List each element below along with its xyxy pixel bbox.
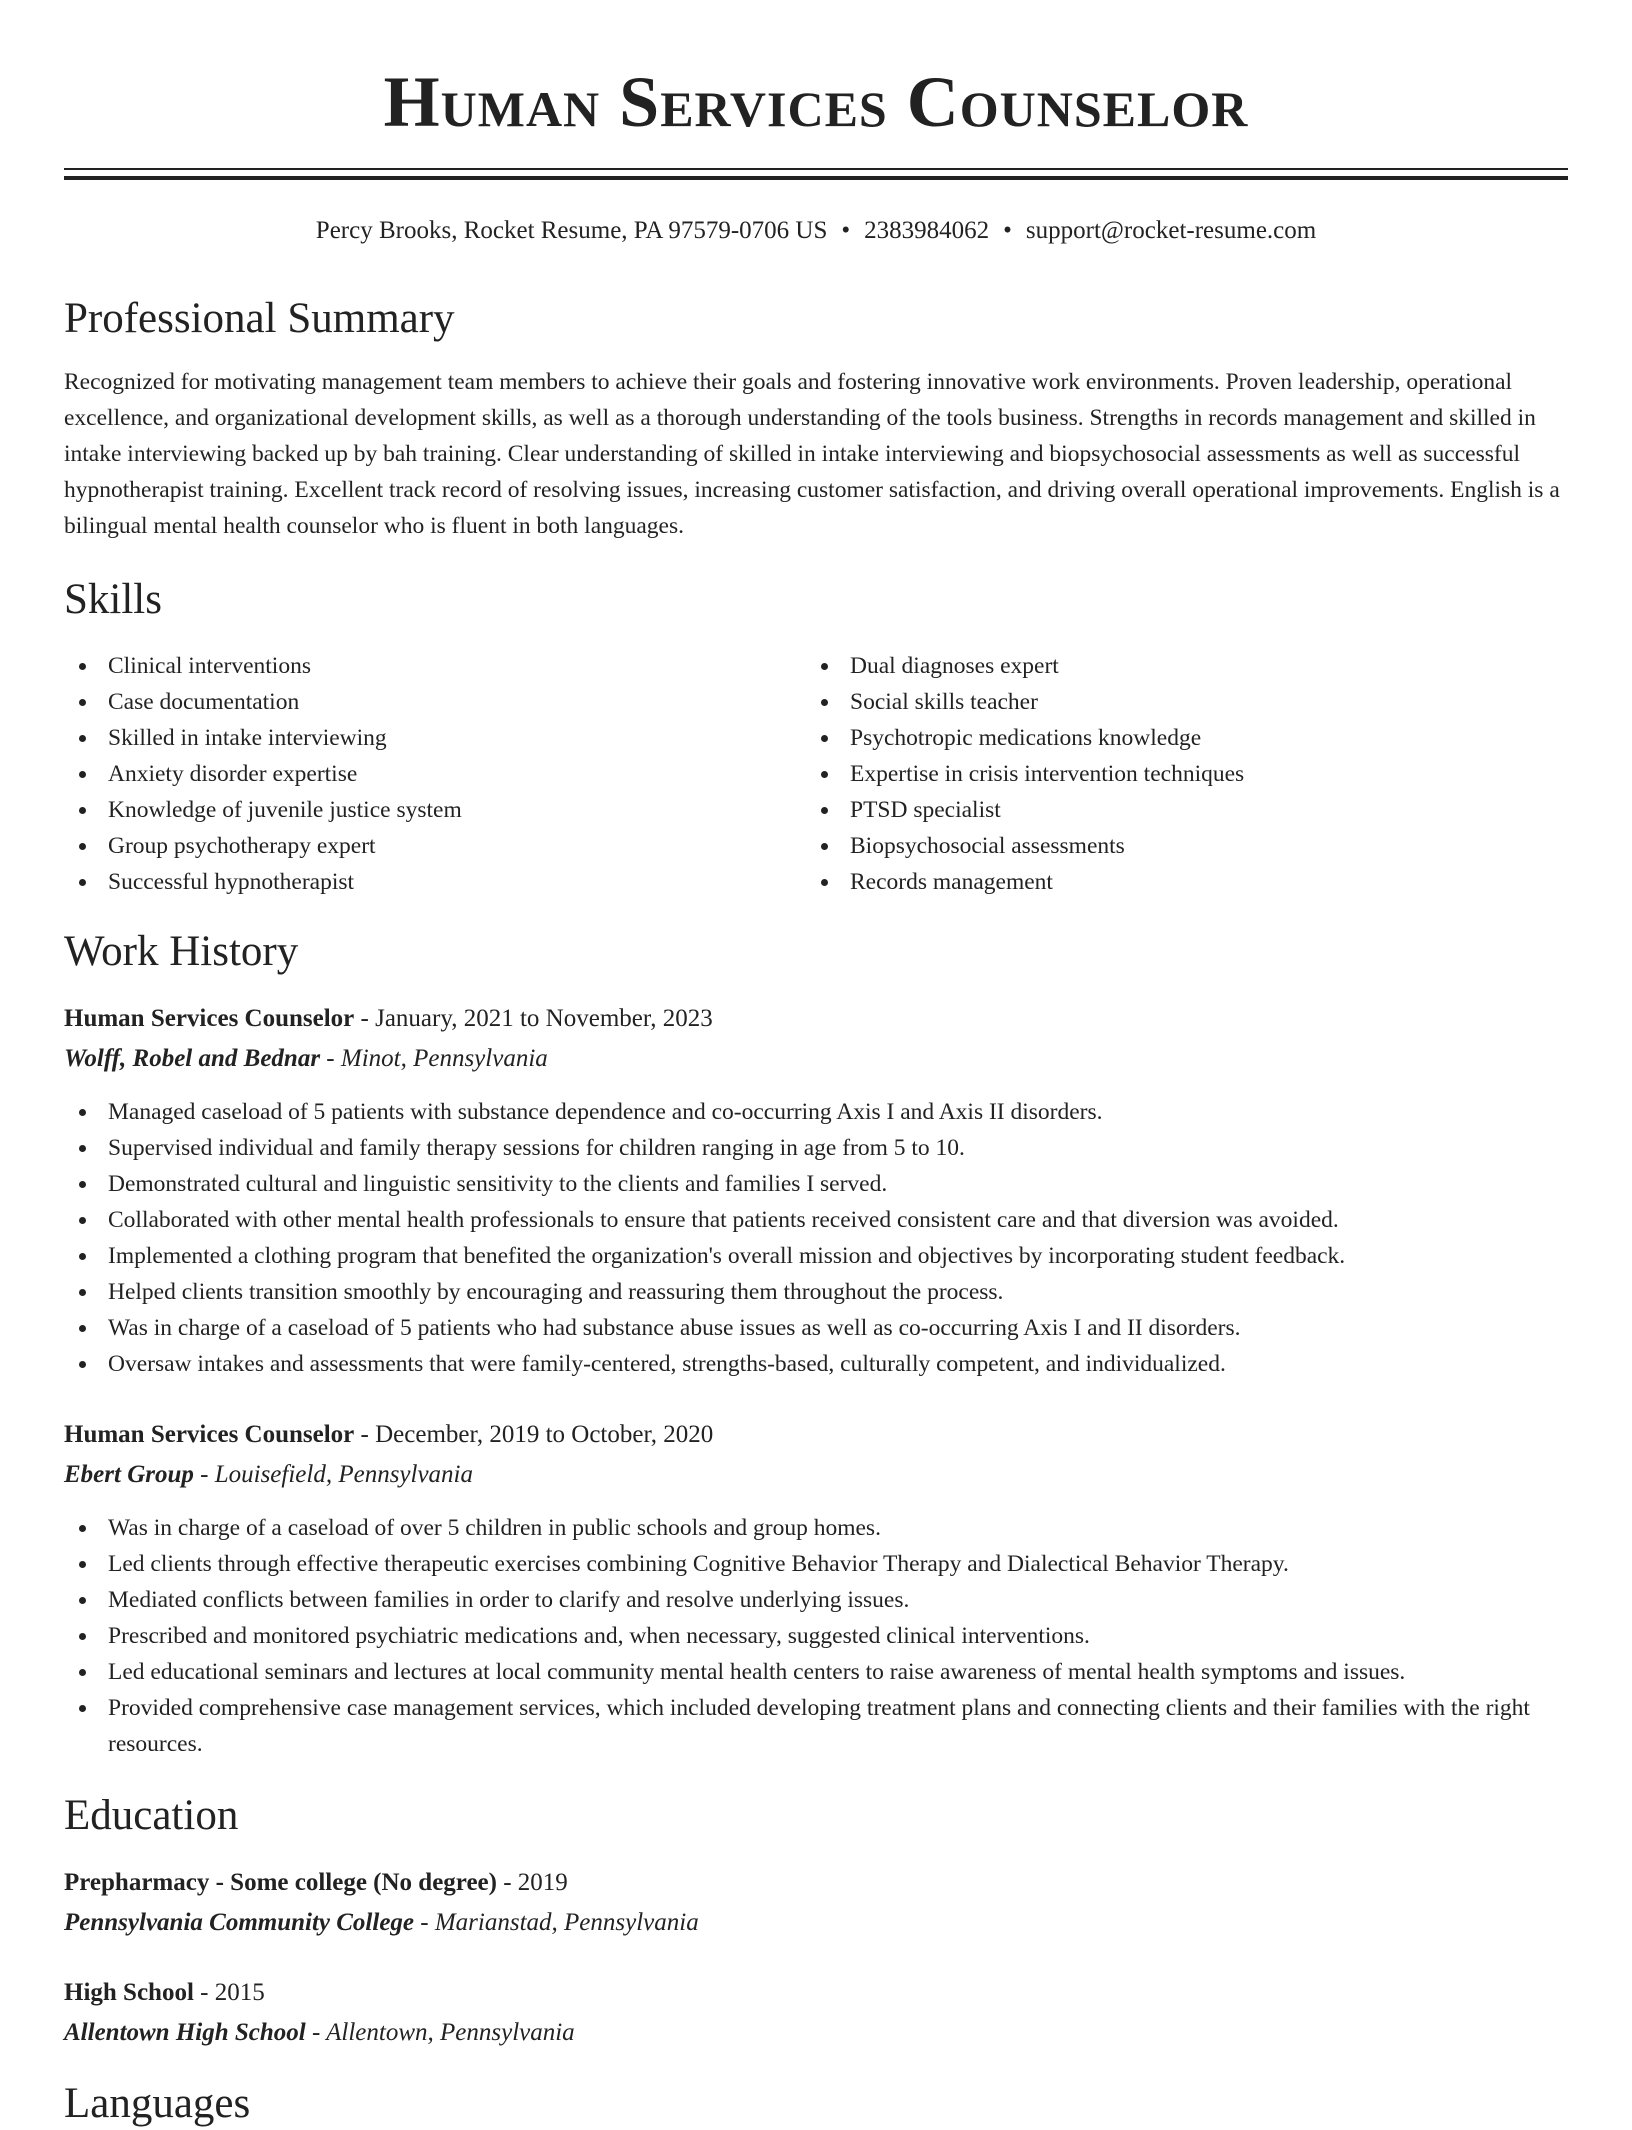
skill-item: Clinical interventions [64,648,784,684]
education-degree-line [64,1976,1568,2010]
education-school: Allentown High School [64,2019,306,2046]
contact-email[interactable]: support@rocket-resume.com [1025,217,1317,244]
title-divider-thin [64,168,1568,170]
job-title-line [64,1002,1568,1036]
job-duty: Provided comprehensive case management services, which included developing treatment plans and connecting clients and their families with the right resources. [64,1690,1568,1762]
summary-heading: Professional Summary [64,295,455,342]
job-duty: Implemented a clothing program that benefited the organization's overall mission and objectives by incorporating student feedback. [64,1238,1568,1274]
employer-location: - Louisefield, Pennsylvania [193,1461,474,1488]
job-title-line [64,1418,1568,1452]
education-location: - Marianstad, Pennsylvania [414,1909,699,1936]
education-school-line [64,2016,1568,2050]
skill-item: Case documentation [64,684,784,720]
employer-name: Ebert Group [64,1461,194,1488]
skill-item: Knowledge of juvenile justice system [64,792,784,828]
skill-item: Anxiety disorder expertise [64,756,784,792]
job-title: Human Services Counselor [64,1421,355,1448]
education-location: - Allentown, Pennsylvania [305,2019,575,2046]
skill-item: Skilled in intake interviewing [64,720,784,756]
contact-line [0,215,1632,247]
job-dates: - January, 2021 to November, 2023 [354,1005,713,1032]
job-duty: Mediated conflicts between families in order to clarify and resolve underlying issues. [64,1582,1568,1618]
skill-item: Records management [806,864,1546,900]
skill-item: PTSD specialist [806,792,1546,828]
education-year: - 2015 [193,1979,265,2006]
job-duty: Led educational seminars and lectures at local community mental health centers to raise awareness of mental health symptoms and issues. [64,1654,1568,1690]
skills-list-right [806,648,1546,900]
job-duty: Oversaw intakes and assessments that were family-centered, strengths-based, culturally competent, and individualized. [64,1346,1568,1382]
skill-item: Group psychotherapy expert [64,828,784,864]
job-duty: Was in charge of a caseload of 5 patients who had substance abuse issues as well as co-occurring Axis I and II disorders. [64,1310,1568,1346]
job-duty: Demonstrated cultural and linguistic sensitivity to the clients and families I served. [64,1166,1568,1202]
employer-location: - Minot, Pennsylvania [320,1045,548,1072]
education-degree: High School [64,1979,194,2006]
job-duties-list [64,1510,1568,1762]
contact-phone: 2383984062 [864,217,990,244]
title-divider-thick [64,176,1568,180]
employer-name: Wolff, Robel and Bednar [64,1045,321,1072]
education-school-line [64,1906,1568,1940]
job-duty: Was in charge of a caseload of over 5 children in public schools and group homes. [64,1510,1568,1546]
contact-separator: • [1003,217,1012,244]
skills-list-left [64,648,784,900]
skill-item: Social skills teacher [806,684,1546,720]
education-heading: Education [64,1792,239,1839]
job-title: Human Services Counselor [64,1005,355,1032]
job-duty: Supervised individual and family therapy sessions for children ranging in age from 5 to 10. [64,1130,1568,1166]
education-school: Pennsylvania Community College [64,1909,415,1936]
employer-line [64,1458,1568,1492]
job-duty: Led clients through effective therapeutic exercises combining Cognitive Behavior Therapy and Dialectical Behavior Therapy. [64,1546,1568,1582]
skill-item: Expertise in crisis intervention techniques [806,756,1546,792]
resume-title: Human Services Counselor [383,62,1249,142]
skill-item: Dual diagnoses expert [806,648,1546,684]
summary-text: Recognized for motivating management team members to achieve their goals and fostering innovative work environments. Proven leadership, operational excellence, and organizational development skills, as well as a thorough understanding of the tools business. Strengths in records management and skilled in intake interviewing backed up by bah training. Clear understanding of skilled in intake interviewing and biopsychosocial assessments as well as successful hypnotherapist training. Excellent track record of resolving issues, increasing customer satisfaction, and driving overall operational improvements. English is a bilingual mental health counselor who is fluent in both languages. [64,369,1560,539]
job-dates: - December, 2019 to October, 2020 [354,1421,714,1448]
contact-separator: • [841,217,851,244]
languages-heading: Languages [64,2080,251,2127]
skills-heading: Skills [64,576,162,623]
education-degree: Prepharmacy - Some college (No degree) [64,1869,497,1896]
skill-item: Psychotropic medications knowledge [806,720,1546,756]
job-duty: Managed caseload of 5 patients with substance dependence and co-occurring Axis I and Axis II disorders. [64,1094,1568,1130]
skill-item: Successful hypnotherapist [64,864,784,900]
contact-address: Percy Brooks, Rocket Resume, PA 97579-0706 US [315,217,828,244]
job-duty: Collaborated with other mental health professionals to ensure that patients received consistent care and that diversion was avoided. [64,1202,1568,1238]
education-degree-line [64,1866,1568,1900]
skill-item: Biopsychosocial assessments [806,828,1546,864]
job-duty: Prescribed and monitored psychiatric medications and, when necessary, suggested clinical interventions. [64,1618,1568,1654]
job-duty: Helped clients transition smoothly by encouraging and reassuring them throughout the process. [64,1274,1568,1310]
work-history-heading: Work History [64,928,299,975]
employer-line [64,1042,1568,1076]
education-year: - 2019 [496,1869,568,1896]
job-duties-list [64,1094,1568,1382]
